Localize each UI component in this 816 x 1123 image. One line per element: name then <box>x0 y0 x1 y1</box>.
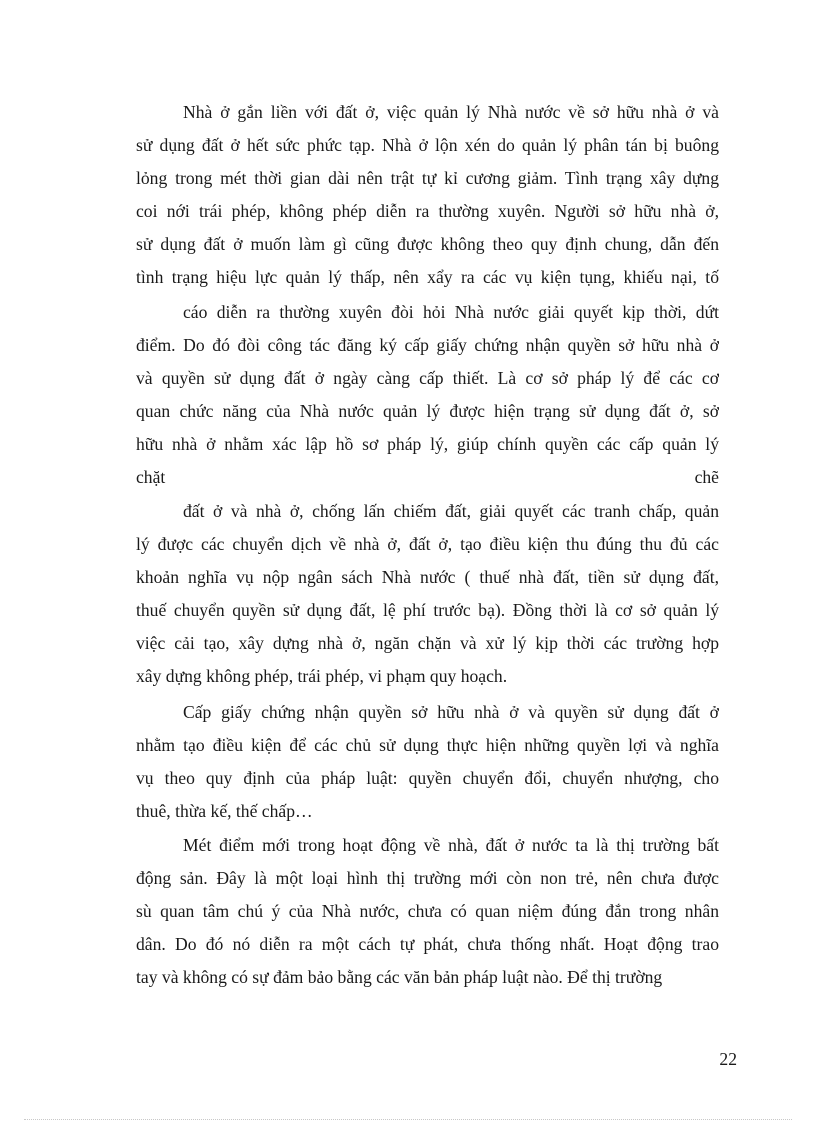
text-line: sử dụng đất ở muốn làm gì cũng được không theo quy định chung, dẫn đến <box>136 234 719 254</box>
page-number: 22 <box>719 1049 737 1069</box>
text-line: quan chức năng của Nhà nước quản lý được hiện trạng sử dụng đất ở, sở <box>136 401 719 421</box>
text-line: thuê, thừa kế, thế chấp… <box>136 801 313 821</box>
text-line: sù quan tâm chú ý của Nhà nước, chưa có quan niệm đúng đắn trong nhân <box>136 901 719 921</box>
text-line: xây dựng không phép, trái phép, vi phạm quy hoạch. <box>136 666 508 686</box>
text-line: việc cải tạo, xây dựng nhà ở, ngăn chặn và xử lý kịp thời các trường hợp <box>136 633 719 653</box>
text-line: chặt chẽ <box>136 467 719 487</box>
text-line: động sản. Đây là một loại hình thị trường mới còn non trẻ, nên chưa được <box>136 868 719 888</box>
text-line: khoản nghĩa vụ nộp ngân sách Nhà nước ( thuế nhà đất, tiền sử dụng đất, <box>136 567 719 587</box>
text-line: Nhà ở gắn liền với đất ở, việc quản lý Nhà nước về sở hữu nhà ở và <box>183 102 719 122</box>
text-line: và quyền sử dụng đất ở ngày càng cấp thiết. Là cơ sở pháp lý để các cơ <box>136 368 719 388</box>
text-line: nhằm tạo điều kiện để các chủ sử dụng thực hiện những quyền lợi và nghĩa <box>136 735 719 755</box>
text-line: lỏng trong mét thời gian dài nên trật tự kỉ cương giảm. Tình trạng xây dựng <box>136 168 719 188</box>
text-line: điểm. Do đó đòi công tác đăng ký cấp giấy chứng nhận quyền sở hữu nhà ở <box>136 335 719 355</box>
text-line: Cấp giấy chứng nhận quyền sở hữu nhà ở và quyền sử dụng đất ở <box>183 702 719 722</box>
text-line: tay và không có sự đảm bảo bằng các văn bản pháp luật nào. Để thị trường <box>136 967 663 987</box>
text-line: coi nới trái phép, không phép diễn ra thường xuyên. Người sở hữu nhà ở, <box>136 201 719 221</box>
text-line: hữu nhà ở nhằm xác lập hồ sơ pháp lý, giúp chính quyền các cấp quản lý <box>136 434 719 454</box>
text-line: đất ở và nhà ở, chống lấn chiếm đất, giải quyết các tranh chấp, quản <box>183 501 719 521</box>
text-line: Mét điểm mới trong hoạt động về nhà, đất ở nước ta là thị trường bất <box>183 835 719 855</box>
text-line: thuế chuyển quyền sử dụng đất, lệ phí trước bạ). Đồng thời là cơ sở quản lý <box>136 600 719 620</box>
text-line: cáo diễn ra thường xuyên đòi hỏi Nhà nước giải quyết kịp thời, dứt <box>183 302 719 322</box>
footer-divider <box>24 1119 792 1120</box>
text-line: vụ theo quy định của pháp luật: quyền chuyển đổi, chuyển nhượng, cho <box>136 768 719 788</box>
text-line: tình trạng hiệu lực quản lý thấp, nên xẩy ra các vụ kiện tụng, khiếu nại, tố <box>136 267 719 287</box>
text-line: dân. Do đó nó diễn ra một cách tự phát, chưa thống nhất. Hoạt động trao <box>136 934 719 954</box>
text-line: sử dụng đất ở hết sức phức tạp. Nhà ở lộn xén do quản lý phân tán bị buông <box>136 135 719 155</box>
text-line: lý được các chuyển dịch về nhà ở, đất ở, tạo điều kiện thu đúng thu đủ các <box>136 534 719 554</box>
